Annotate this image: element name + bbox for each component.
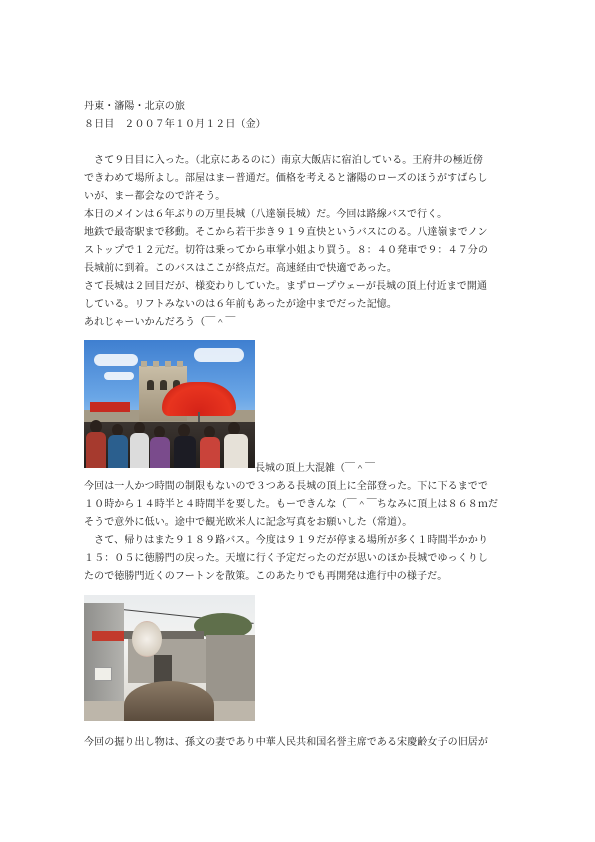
paragraph-line: できわめて場所よし。部屋はまー普通だ。価格を考えると瀋陽のローズのほうがすばらし: [84, 173, 488, 184]
paragraph-line: ストップで１２元だ。切符は乗ってから車掌小姐より買う。８：４０発車で９：４７分の: [84, 245, 488, 256]
paragraph-line: 本日のメインは６年ぶりの万里長城（八達嶺長城）だ。今回は路線バスで行く。: [84, 209, 448, 220]
paragraph-line: たので徳勝門近くのフートンを散策。このあたりでも再開発は進行中の様子だ。: [84, 571, 448, 582]
paragraph-line: １０時から１４時半と４時間半を要した。もーできんな（￣＾￣ちなみに頂上は８６８ｍだ: [84, 499, 499, 510]
paragraph-line: １５：０５に徳勝門の戻った。天壇に行く予定だったのだが思いのほか長城でゆっくりし: [84, 553, 488, 564]
paragraph-line: あれじゃーいかんだろう（￣＾￣: [84, 317, 236, 328]
paragraph-line: そうで意外に低い。途中で観光欧米人に記念写真をお願いした（常道）。: [84, 517, 413, 528]
photo-caption: 長城の頂上大混雑（￣＾￣: [255, 463, 375, 474]
paragraph-line: 長城前に到着。このバスはここが終点だ。高速経由で快適であった。: [84, 263, 397, 274]
paragraph-line: さて長城は２回目だが、様変わりしていた。まずロープウェーが長城の頂上付近まで開通: [84, 281, 488, 292]
hutong-photo: [84, 595, 255, 721]
travelogue-title: 丹東・瀋陽・北京の旅: [84, 101, 185, 112]
paragraph-line: している。リフトみないのは６年前もあったが途中までだった記憶。: [84, 299, 397, 310]
paragraph-line: 今回は一人かつ時間の制限もないので３つある長城の頂上に全部登った。下に下るまでで: [84, 481, 488, 492]
paragraph-line: いが、まー都会なので許そう。: [84, 191, 226, 202]
paragraph-line: さて９日目に入った。（北京にあるのに）南京大飯店に宿泊している。王府井の極近傍: [84, 155, 483, 166]
paragraph-line: 地鉄で最寄駅まで移動。そこから若干歩き９１９直快というバスにのる。八達嶺までノン: [84, 227, 488, 238]
great-wall-crowd-photo: [84, 340, 255, 468]
paragraph-line: さて、帰りはまた９１８９路バス。今度は９１９だが停まる場所が多く１時間半かかり: [84, 535, 489, 546]
paragraph-line: 今回の掘り出し物は、孫文の妻であり中華人民共和国名誉主席である宋慶齢女子の旧居が: [84, 737, 488, 748]
day-date-line: ８日目 ２００７年１０月１２日（金）: [84, 119, 266, 130]
